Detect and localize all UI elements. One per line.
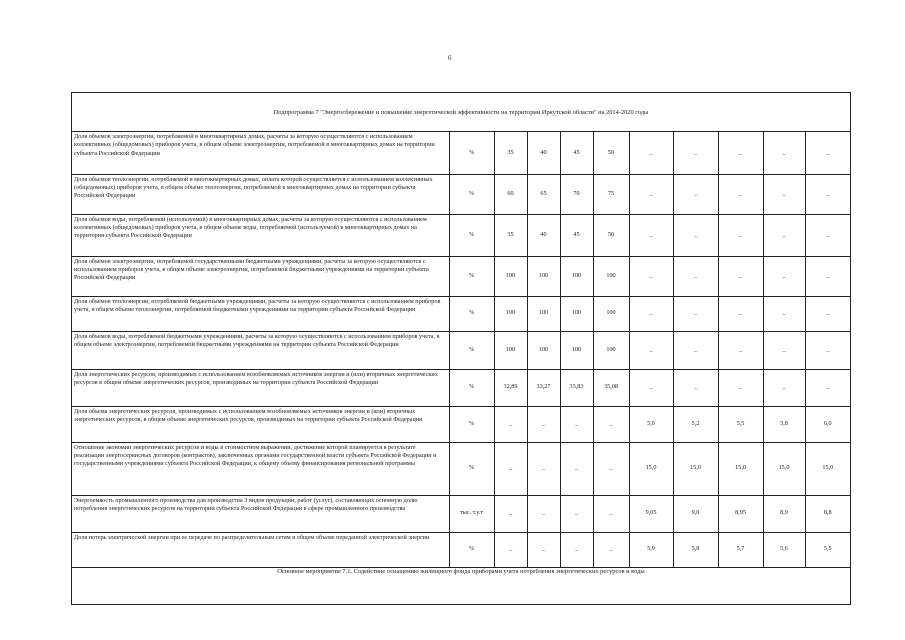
indicator-value: 9,0 [673, 495, 718, 532]
indicator-value: 100 [494, 296, 527, 331]
indicator-value: 15,0 [673, 442, 718, 495]
indicator-unit: % [449, 296, 494, 331]
indicator-value: _ [560, 532, 593, 567]
indicator-value: 15,0 [629, 442, 673, 495]
table-row [72, 256, 850, 296]
indicator-unit: % [449, 442, 494, 495]
indicator-unit: % [449, 132, 494, 174]
indicator-value: 35 [494, 132, 527, 174]
indicator-value: _ [629, 214, 673, 256]
indicator-value: 5,6 [763, 532, 805, 567]
indicator-value: _ [763, 369, 805, 406]
indicator-value: _ [805, 296, 850, 331]
indicator-value: 5,5 [718, 406, 763, 442]
indicator-value: _ [673, 369, 718, 406]
indicator-description: Доля объемов теплоэнергии, потребляемой бюджетными учреждениями, расчеты за которую осуществляются с использованием приборов учета, в общем объеме теплоэнергии, потребляемой бюджетными учреждениями на территории субъекта Российской Федерации [72, 296, 449, 331]
indicator-value: _ [763, 174, 805, 214]
table-row [72, 442, 850, 495]
indicator-unit: % [449, 331, 494, 369]
table-row [72, 214, 850, 256]
indicator-value: _ [629, 296, 673, 331]
indicator-value: 100 [593, 331, 629, 369]
indicator-value: 100 [494, 256, 527, 296]
indicator-value: 15,0 [763, 442, 805, 495]
indicator-description: Доля объемов электроэнергии, потребляемой в многоквартирных домах, расчеты за которую осуществляются с использованием коллективных (общедомовых) приборов учета, в общем объеме электроэнергии, потребляемой в многоквартирных домах на территории субъекта Российской Федерации [72, 132, 449, 174]
indicator-value: 5,8 [673, 532, 718, 567]
table-row [72, 296, 850, 331]
table-row [72, 532, 850, 567]
indicator-unit: тыс. т.у.т [449, 495, 494, 532]
indicator-description: Доля энергетических ресурсов, производимых с использованием возобновляемых источников энергии и (или) вторичных энергетических ресурсов в общем объеме энергетических ресурсов, производимых на территории субъекта Российской Федерации [72, 369, 449, 406]
indicator-value: _ [560, 442, 593, 495]
indicator-value: 32,89 [494, 369, 527, 406]
indicator-value: _ [763, 132, 805, 174]
indicator-description: Отношение экономии энергетических ресурсов и воды в стоимостном выражении, достижение которой планируется в результате реализации энергосервисных договоров (контрактов), заключенных органами государственной власти субъекта Российской Федерации и государственными учреждениями субъекта Российской Федерации, к общему объему финансирования региональной программы [72, 442, 449, 495]
program-table-frame [71, 92, 851, 605]
indicator-value: 100 [527, 331, 560, 369]
indicator-value: _ [673, 132, 718, 174]
indicator-value: 5,9 [629, 532, 673, 567]
indicator-value: _ [527, 442, 560, 495]
indicator-description: Энергоемкость промышленного производства для производства 3 видов продукции, работ (услуг), составляющих основную долю потребления энергетических ресурсов на территории субъекта Российской Федерации в сфере промышленного производства [72, 495, 449, 532]
indicators-table [72, 132, 850, 568]
indicator-value: 8,9 [763, 495, 805, 532]
indicator-value: 100 [527, 256, 560, 296]
indicator-value: 40 [527, 132, 560, 174]
table-row [72, 331, 850, 369]
indicator-value: 45 [560, 132, 593, 174]
indicator-unit: % [449, 256, 494, 296]
indicator-value: 8,95 [718, 495, 763, 532]
indicator-value: 5,7 [718, 532, 763, 567]
indicator-value: 40 [527, 214, 560, 256]
indicator-description: Доля объемов теплоэнергии, потребляемой в многоквартирных домах, оплата которой осуществляется с использованием коллективных (общедомовых) приборов учета, в общем объеме теплоэнергии, потребляемой в многоквартирных домах на территории субъекта Российской Федерации [72, 174, 449, 214]
indicator-value: _ [805, 331, 850, 369]
indicator-value: 5,2 [673, 406, 718, 442]
indicator-value: 6,0 [805, 406, 850, 442]
indicator-value: 5,5 [805, 532, 850, 567]
indicator-value: _ [718, 296, 763, 331]
indicator-value: 15,0 [805, 442, 850, 495]
indicator-value: _ [718, 132, 763, 174]
indicator-value: _ [593, 406, 629, 442]
indicator-value: _ [673, 174, 718, 214]
table-row [72, 369, 850, 406]
indicator-value: _ [673, 214, 718, 256]
indicator-value: 100 [527, 296, 560, 331]
indicator-value: 8,8 [805, 495, 850, 532]
indicator-value: _ [805, 256, 850, 296]
indicator-value: _ [763, 214, 805, 256]
indicator-unit: % [449, 532, 494, 567]
indicator-value: _ [527, 495, 560, 532]
indicator-value: _ [629, 132, 673, 174]
indicator-description: Доля потерь электрической энергии при ее передаче по распределительным сетям в общем объеме переданной электрической энергии [72, 532, 449, 567]
indicator-value: _ [718, 174, 763, 214]
indicator-value: _ [673, 331, 718, 369]
indicator-value: 33,27 [527, 369, 560, 406]
indicator-description: Доля объемов воды, потребляемой бюджетными учреждениями, расчеты за которую осуществляются с использованием приборов учета, в общем объеме электроэнергии, потребляемой бюджетными учреждениями на территории субъекта Российской Федерации [72, 331, 449, 369]
indicator-value: 35,08 [593, 369, 629, 406]
indicator-value: 35 [494, 214, 527, 256]
indicator-value: _ [560, 406, 593, 442]
indicator-value: _ [593, 442, 629, 495]
indicator-value: _ [494, 532, 527, 567]
indicator-value: 5,8 [763, 406, 805, 442]
subprogram-title: Подпрограмма 7 "Энергосбережение и повышение энергетической эффективности на территории Иркутской области" на 2014-2020 годы [72, 93, 850, 132]
table-row [72, 132, 850, 174]
indicator-value: 100 [593, 256, 629, 296]
indicator-unit: % [449, 174, 494, 214]
indicator-value: _ [527, 532, 560, 567]
indicator-value: _ [593, 495, 629, 532]
indicator-value: _ [718, 331, 763, 369]
indicator-value: _ [629, 331, 673, 369]
indicator-value: _ [763, 331, 805, 369]
indicator-value: _ [673, 256, 718, 296]
indicator-value: 15,0 [718, 442, 763, 495]
indicator-value: _ [673, 296, 718, 331]
indicator-value: _ [629, 256, 673, 296]
indicator-value: _ [527, 406, 560, 442]
indicator-value: _ [718, 256, 763, 296]
indicator-unit: % [449, 214, 494, 256]
indicator-value: _ [805, 214, 850, 256]
indicator-value: 45 [560, 214, 593, 256]
indicator-value: _ [763, 296, 805, 331]
indicator-description: Доля объемов воды, потребляемой (используемой) в многоквартирных домах, расчеты за которую осуществляются с использованием коллективных (общедомовых) приборов учета, в общем объеме воды, потребляемой (используемой) в многоквартирных домах на территории субъекта Российской Федерации [72, 214, 449, 256]
main-activity-7-1: Основное мероприятие 7.1. Содействие оснащению жилищного фонда приборами учета потребления энергетических ресурсов и воды [277, 568, 645, 575]
indicator-value: 60 [494, 174, 527, 214]
indicator-value: 70 [560, 174, 593, 214]
indicator-value: 50 [593, 132, 629, 174]
indicator-value: _ [629, 369, 673, 406]
indicator-value: _ [805, 369, 850, 406]
page-number: 6 [448, 54, 452, 62]
indicator-value: 50 [593, 214, 629, 256]
indicator-value: 100 [494, 331, 527, 369]
indicator-value: _ [805, 174, 850, 214]
indicator-value: _ [718, 369, 763, 406]
indicator-value: 75 [593, 174, 629, 214]
indicator-value: _ [560, 495, 593, 532]
table-row [72, 406, 850, 442]
indicator-value: _ [629, 174, 673, 214]
indicator-value: 100 [593, 296, 629, 331]
indicator-description: Доля объемов электроэнергии, потребляемой государственными бюджетными учреждениями, расчеты за которую осуществляются с использованием приборов учета, в общем объеме электроэнергии, потребляемой бюджетными учреждениями на территории субъекта Российской Федерации [72, 256, 449, 296]
indicator-value: _ [494, 495, 527, 532]
indicator-value: 9,05 [629, 495, 673, 532]
indicator-value: 100 [560, 256, 593, 296]
indicator-value: 33,83 [560, 369, 593, 406]
indicator-value: 5,0 [629, 406, 673, 442]
indicator-value: _ [718, 214, 763, 256]
indicator-description: Доля объема энергетических ресурсов, производимых с использованием возобновляемых источников энергии и (или) вторичных энергетических ресурсов, в общем объеме энергетических ресурсов, производимых на территории субъекта Российской Федерации [72, 406, 449, 442]
indicator-unit: % [449, 369, 494, 406]
indicator-value: _ [494, 442, 527, 495]
indicator-value: _ [805, 132, 850, 174]
indicator-value: 100 [560, 296, 593, 331]
indicator-value: _ [494, 406, 527, 442]
table-row [72, 174, 850, 214]
indicator-value: 100 [560, 331, 593, 369]
indicator-value: _ [763, 256, 805, 296]
indicator-value: 65 [527, 174, 560, 214]
table-row [72, 495, 850, 532]
indicator-unit: % [449, 406, 494, 442]
indicator-value: _ [593, 532, 629, 567]
